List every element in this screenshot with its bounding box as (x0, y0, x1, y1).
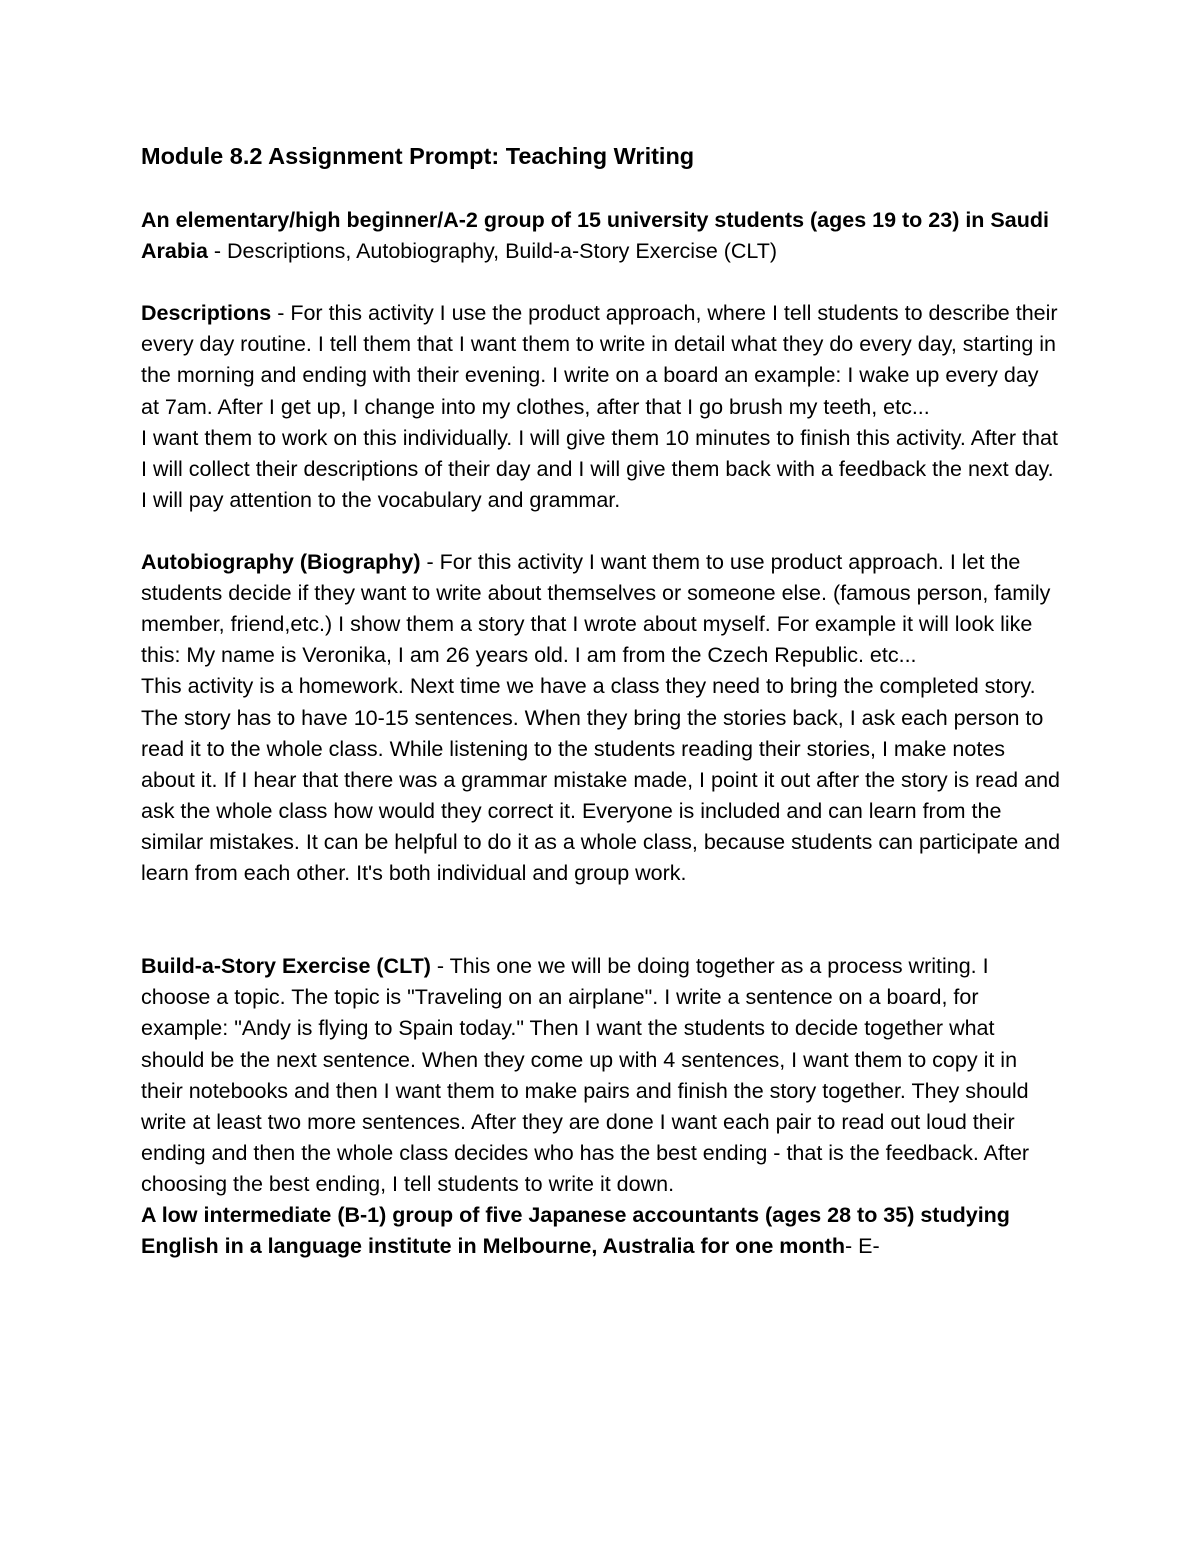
spacer (141, 267, 1061, 298)
autobiography-text: - For this activity I want them to use product approach. I let the students decide if they want to write about themselves or someone else. (famous person, family member, friend,etc.) I show them a story that I wrote about myself. For example it will look like this: My name is Veronika, I am 26 years old. I am from the Czech Republic. etc... (141, 550, 1051, 668)
spacer (141, 516, 1061, 547)
page-title: Module 8.2 Assignment Prompt: Teaching Writing (141, 143, 695, 169)
descriptions-paragraph-2: I want them to work on this individually. I will give them 10 minutes to finish this activity. After that I will collect their descriptions of their day and I will give them back with a feedback the next day. I will pay attention to the vocabulary and grammar. (141, 425, 1058, 512)
group1-heading: An elementary/high beginner/A-2 group of 15 university students (ages 19 to 23) in Saudi Arabia (141, 208, 1049, 264)
build-a-story-heading: Build-a-Story Exercise (CLT) (141, 954, 431, 979)
group2-heading: A low intermediate (B-1) group of five Japanese accountants (ages 28 to 35) studying English in a language institute in Melbourne, Australia for one month (141, 1203, 1010, 1259)
descriptions-paragraph (141, 298, 1061, 422)
group2-paragraph (141, 1200, 1061, 1262)
group1-paragraph (141, 205, 1061, 267)
descriptions-heading: Descriptions (141, 301, 272, 326)
build-a-story-text: - This one we will be doing together as a process writing. I choose a topic. The topic is "Traveling on an airplane". I write a sentence on a board, for example: "Andy is flying to Spain today." Then I want the students to decide together what should be the next sentence. When they come up with 4 sentences, I want them to copy it in their notebooks and then I want them to make pairs and finish the story together. They should write at least two more sentences. After they are done I want each pair to read out loud their ending and then the whole class decides who has the best ending - that is the feedback. After choosing the best ending, I tell students to write it down. (141, 954, 1030, 1196)
build-a-story-paragraph (141, 951, 1061, 1200)
autobiography-heading: Autobiography (Biography) (141, 550, 421, 575)
autobiography-paragraph (141, 547, 1061, 671)
group1-text: - Descriptions, Autobiography, Build-a-Story Exercise (CLT) (207, 239, 778, 264)
spacer (141, 889, 1061, 951)
document-body (141, 138, 1061, 1262)
autobiography-paragraph-2: This activity is a homework. Next time we have a class they need to bring the completed story. The story has to have 10-15 sentences. When they bring the stories back, I ask each person to read it to the whole class. While listening to the students reading their stories, I make notes about it. If I hear that there was a grammar mistake made, I point it out after the story is read and ask the whole class how would they correct it. Everyone is included and can learn from the similar mistakes. It can be helpful to do it as a whole class, because students can participate and learn from each other. It's both individual and group work. (141, 674, 1061, 885)
descriptions-text: - For this activity I use the product approach, where I tell students to describe their every day routine. I tell them that I want them to write in detail what they do every day, starting in the morning and ending with their evening. I write on a board an example: I wake up every day at 7am. After I get up, I change into my clothes, after that I go brush my teeth, etc... (141, 301, 1058, 419)
group2-text: - E- (844, 1234, 880, 1259)
